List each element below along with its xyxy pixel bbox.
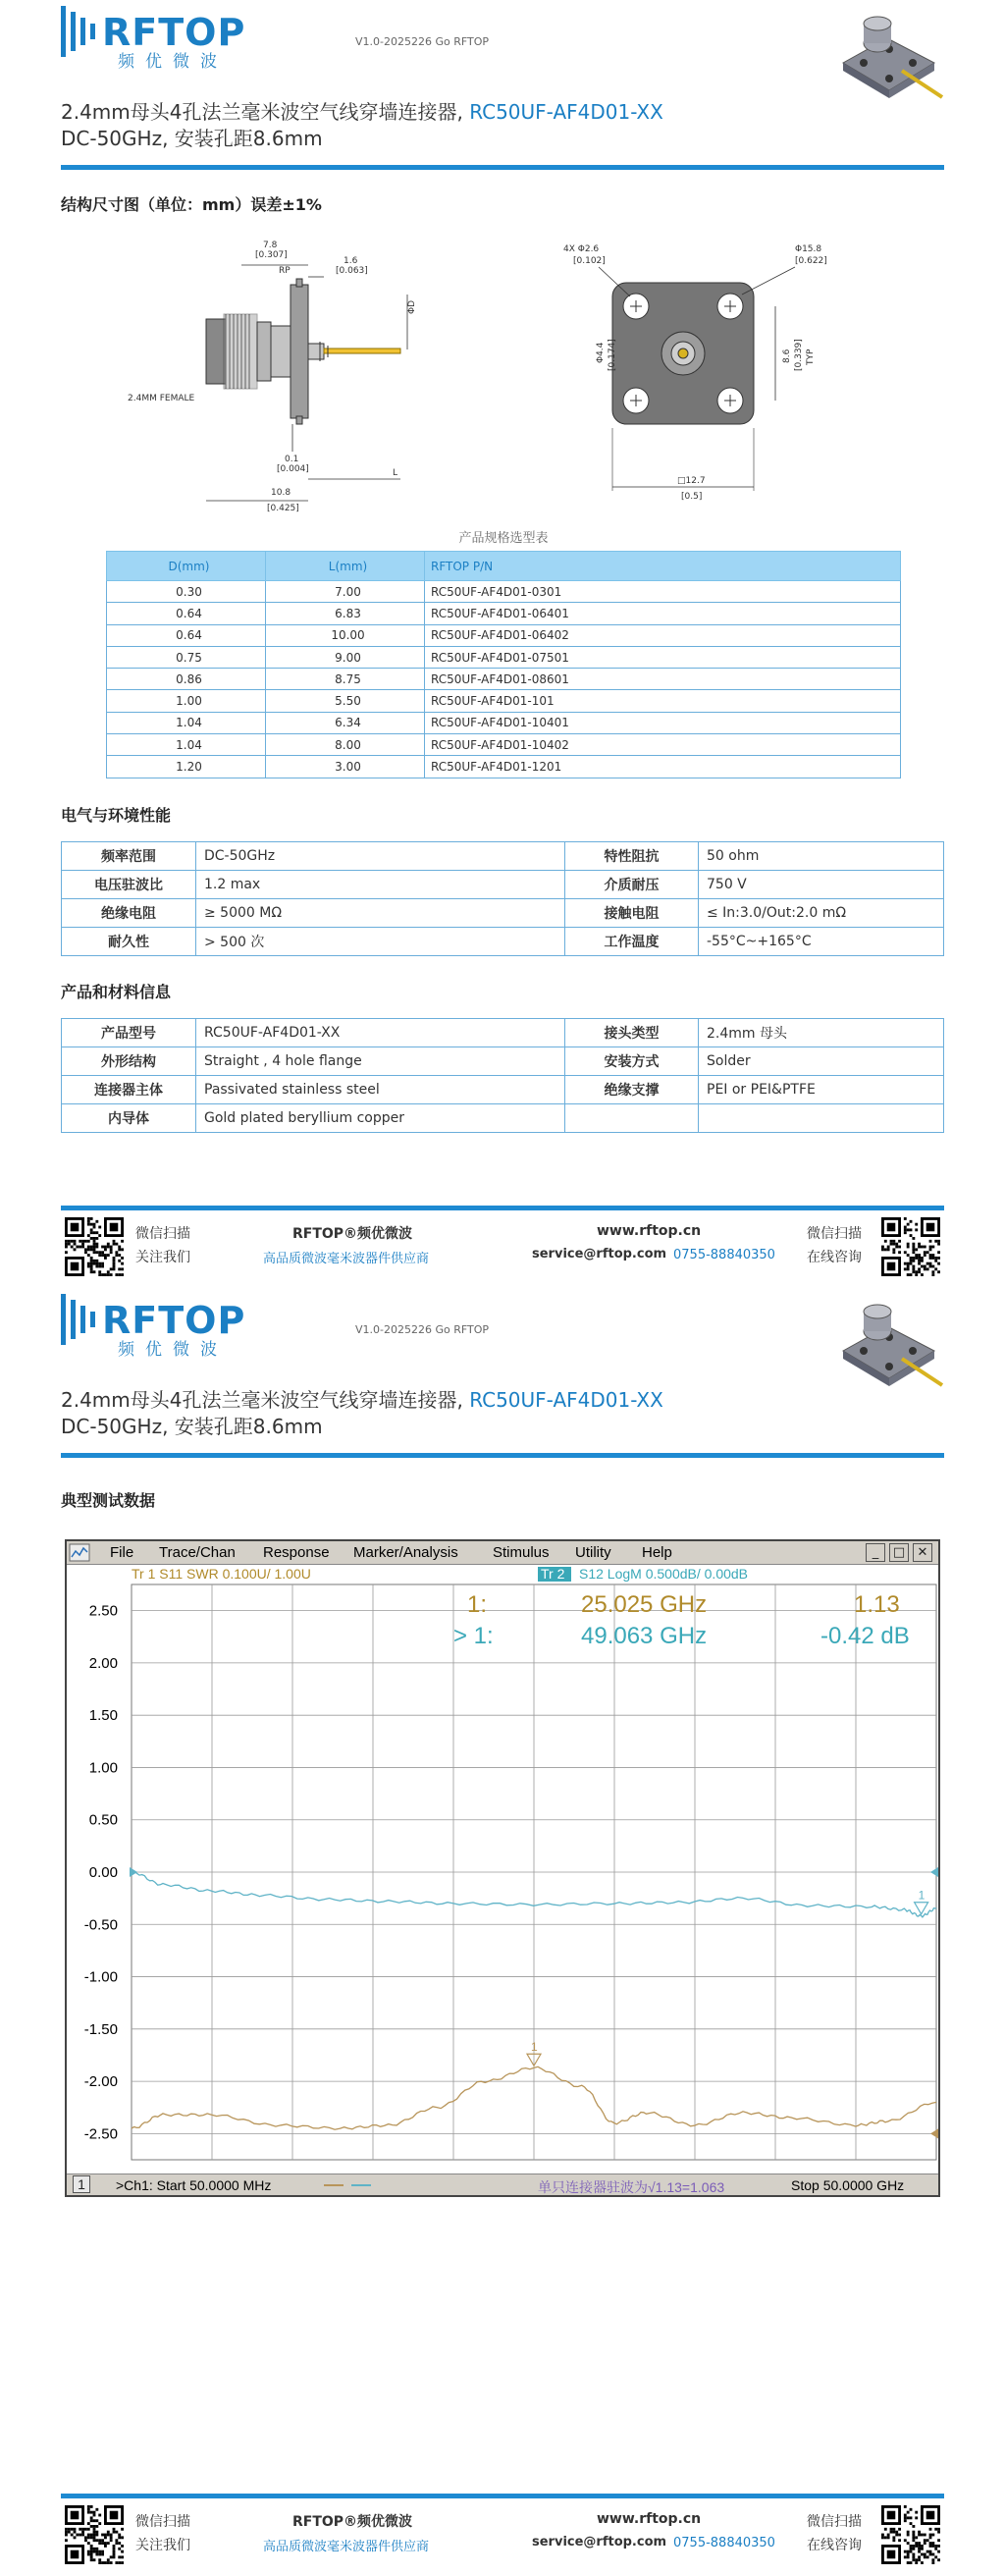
menu-help[interactable]: Help: [642, 1544, 672, 1561]
ref-arrow-right: [930, 1867, 938, 1877]
version-label: V1.0-2025226 Go RFTOP: [355, 1323, 490, 1336]
wechat-scan-label-2: 微信扫描: [807, 2514, 862, 2530]
consult-label: 在线咨询: [807, 2538, 862, 2553]
cell-pn: RC50UF-AF4D01-07501: [425, 646, 901, 668]
table-header-row: [107, 552, 901, 581]
table-row: [62, 1019, 944, 1047]
electrical-table: [61, 841, 944, 956]
cell-d: 1.04: [107, 712, 266, 733]
stop-frequency: Stop 50.0000 GHz: [791, 2177, 905, 2193]
param-value: -55°C~+165°C: [699, 928, 944, 956]
logo-text: RFTOP: [102, 11, 246, 54]
drawing-title: 结构尺寸图（单位：mm）误差±1%: [61, 195, 322, 214]
phone-number: 0755-88840350: [673, 2536, 775, 2550]
param-name: 安装方式: [565, 1047, 699, 1076]
electrical-title: 电气与环境性能: [61, 806, 172, 825]
param-value: 50 ohm: [699, 842, 944, 871]
cell-l: 8.00: [266, 734, 425, 756]
menu-response[interactable]: Response: [263, 1544, 330, 1561]
marker1-value: 1.13: [854, 1591, 900, 1618]
param-name: 介质耐压: [565, 871, 699, 899]
cell-l: 8.75: [266, 669, 425, 690]
param-name: 内导体: [62, 1104, 196, 1133]
cell-l: 9.00: [266, 646, 425, 668]
param-value: 2.4mm 母头: [699, 1019, 944, 1047]
header: [61, 0, 944, 167]
phone-number: 0755-88840350: [673, 1248, 775, 1262]
column-header: D(mm): [107, 552, 266, 581]
menu-stimulus[interactable]: Stimulus: [493, 1544, 550, 1561]
table-row: [62, 1076, 944, 1104]
y-tick-label: 1.00: [88, 1759, 118, 1777]
table-row: [62, 871, 944, 899]
svg-text:2.4MM FEMALE: 2.4MM FEMALE: [128, 394, 195, 403]
footer: [61, 2505, 944, 2574]
marker2-value: -0.42 dB: [820, 1623, 910, 1649]
y-tick-label: 0.50: [88, 1811, 118, 1829]
marker-s12: [915, 1903, 928, 1914]
dimension-drawing: [128, 236, 972, 520]
product-title: 2.4mm母头4孔法兰毫米波空气线穿墙连接器, RC50UF-AF4D01-XX: [61, 1388, 663, 1412]
cell-l: 10.00: [266, 624, 425, 646]
header-rule: [61, 1453, 944, 1458]
param-value: Straight , 4 hole flange: [196, 1047, 565, 1076]
part-number: RC50UF-AF4D01-XX: [469, 1388, 663, 1412]
wechat-scan-label-2: 微信扫描: [807, 1226, 862, 1242]
marker2-name: > 1:: [453, 1623, 494, 1649]
marker-s12-label: 1: [918, 1888, 926, 1903]
svg-text:ΦD: ΦD: [407, 299, 417, 314]
logo-subtitle: 频优微波: [118, 1340, 228, 1360]
vna-plot: [67, 1565, 938, 2174]
vna-status-bar: [67, 2174, 938, 2195]
param-value: 1.2 max: [196, 871, 565, 899]
param-name: 接触电阻: [565, 899, 699, 928]
cell-d: 0.86: [107, 669, 266, 690]
svg-text:7.8: 7.8: [263, 241, 278, 250]
start-frequency: >Ch1: Start 50.0000 MHz: [116, 2177, 272, 2193]
cell-pn: RC50UF-AF4D01-1201: [425, 756, 901, 778]
param-name: [565, 1104, 699, 1133]
param-value: > 500 次: [196, 928, 565, 956]
marker2-freq: 49.063 GHz: [581, 1623, 708, 1649]
version-label: V1.0-2025226 Go RFTOP: [355, 35, 490, 48]
cell-pn: RC50UF-AF4D01-06402: [425, 624, 901, 646]
qr-code-icon: [65, 1217, 124, 1276]
svg-text:□12.7: □12.7: [677, 476, 706, 486]
param-name: 频率范围: [62, 842, 196, 871]
website-link[interactable]: www.rftop.cn: [597, 2511, 702, 2527]
cell-pn: RC50UF-AF4D01-10402: [425, 734, 901, 756]
svg-text:10.8: 10.8: [271, 488, 291, 498]
marker1-freq: 25.025 GHz: [581, 1591, 708, 1618]
param-name: 绝缘支撑: [565, 1076, 699, 1104]
svg-text:[0.339]: [0.339]: [794, 339, 804, 371]
qr-code-icon: [881, 1217, 940, 1276]
status-note: 单只连接器驻波为√1.13=1.063: [538, 2179, 725, 2195]
y-tick-labels: [84, 1603, 118, 2143]
y-tick-label: 2.50: [88, 1602, 118, 1620]
svg-text:[0.425]: [0.425]: [267, 504, 299, 513]
email-link[interactable]: service@rftop.com: [532, 2535, 667, 2549]
y-tick-label: -1.50: [83, 2020, 118, 2038]
y-tick-label: 1.50: [88, 1707, 118, 1725]
menu-file[interactable]: File: [110, 1544, 134, 1561]
marker1-name: 1:: [467, 1591, 488, 1618]
trace-legend-icon: [324, 2180, 373, 2190]
param-name: 连接器主体: [62, 1076, 196, 1104]
table-row: [62, 1047, 944, 1076]
footer-rule: [61, 1206, 944, 1210]
table-row: [107, 581, 901, 603]
menu-marker-analysis[interactable]: Marker/Analysis: [353, 1544, 458, 1561]
svg-text:L: L: [393, 468, 398, 478]
follow-label: 关注我们: [135, 2538, 190, 2553]
cell-pn: RC50UF-AF4D01-06401: [425, 603, 901, 624]
svg-text:RP: RP: [279, 266, 291, 276]
trace1-label: Tr 1 S11 SWR 0.100U/ 1.00U: [132, 1566, 311, 1582]
column-header: L(mm): [266, 552, 425, 581]
y-tick-label: 2.00: [88, 1654, 118, 1672]
cell-pn: RC50UF-AF4D01-10401: [425, 712, 901, 733]
svg-text:[0.174]: [0.174]: [608, 339, 617, 371]
restore-button[interactable]: □: [889, 1543, 909, 1562]
menu-trace-chan[interactable]: Trace/Chan: [159, 1544, 236, 1561]
cell-l: 6.34: [266, 712, 425, 733]
cell-l: 3.00: [266, 756, 425, 778]
param-name: 绝缘电阻: [62, 899, 196, 928]
cell-d: 0.64: [107, 603, 266, 624]
trace2-label: S12 LogM 0.500dB/ 0.00dB: [579, 1566, 749, 1582]
cell-d: 1.20: [107, 756, 266, 778]
front-view: [563, 244, 827, 502]
channel-number: 1: [73, 2175, 90, 2193]
y-tick-label: -2.00: [83, 2073, 118, 2091]
logo-subtitle: 频优微波: [118, 52, 228, 72]
test-title: 典型测试数据: [61, 1491, 156, 1510]
param-value: ≥ 5000 MΩ: [196, 899, 565, 928]
wechat-scan-label: 微信扫描: [135, 2514, 190, 2530]
param-name: 外形结构: [62, 1047, 196, 1076]
qr-code-icon: [881, 2505, 940, 2564]
param-value: 750 V: [699, 871, 944, 899]
app-icon: [69, 1543, 90, 1562]
svg-text:[0.102]: [0.102]: [573, 256, 606, 266]
param-name: 接头类型: [565, 1019, 699, 1047]
close-button[interactable]: ✕: [913, 1543, 932, 1562]
vna-window: [65, 1539, 940, 2197]
table-row: [107, 603, 901, 624]
brand-line: RFTOP®频优微波: [292, 2514, 413, 2530]
svg-text:[0.5]: [0.5]: [681, 492, 703, 502]
table-row: [107, 624, 901, 646]
svg-text:TYP: TYP: [806, 349, 816, 365]
y-tick-label: -1.00: [83, 1968, 118, 1986]
param-name: 电压驻波比: [62, 871, 196, 899]
cell-pn: RC50UF-AF4D01-08601: [425, 669, 901, 690]
svg-text:4X Φ2.6: 4X Φ2.6: [563, 244, 600, 254]
cell-d: 0.75: [107, 646, 266, 668]
table-row: [62, 899, 944, 928]
product-photo: [828, 14, 946, 122]
brand-line: RFTOP®频优微波: [292, 1226, 413, 1242]
product-title: 2.4mm母头4孔法兰毫米波空气线穿墙连接器, RC50UF-AF4D01-XX: [61, 100, 663, 124]
svg-text:Φ4.4: Φ4.4: [596, 342, 606, 363]
param-value: ≤ In:3.0/Out:2.0 mΩ: [699, 899, 944, 928]
product-photo: [828, 1302, 946, 1410]
table-row: [107, 669, 901, 690]
table-row: [62, 842, 944, 871]
param-value: DC-50GHz: [196, 842, 565, 871]
vna-screen: [67, 1565, 938, 2174]
product-subtitle: DC-50GHz, 安装孔距8.6mm: [61, 1415, 323, 1438]
cell-l: 6.83: [266, 603, 425, 624]
selection-table: [106, 551, 901, 778]
param-name: 工作温度: [565, 928, 699, 956]
svg-text:0.1: 0.1: [285, 455, 299, 464]
cell-l: 5.50: [266, 690, 425, 712]
y-tick-label: -2.50: [83, 2125, 118, 2143]
trace2-tag: Tr 2: [541, 1566, 565, 1582]
cell-d: 1.04: [107, 734, 266, 756]
svg-text:1.6: 1.6: [344, 256, 358, 266]
cell-d: 1.00: [107, 690, 266, 712]
follow-label: 关注我们: [135, 1250, 190, 1265]
footer: [61, 1217, 944, 1286]
side-view: [128, 241, 417, 513]
wechat-scan-label: 微信扫描: [135, 1226, 190, 1242]
slogan: 高品质微波毫米波器件供应商: [263, 2540, 430, 2554]
param-name: 耐久性: [62, 928, 196, 956]
table-row: [107, 734, 901, 756]
y-tick-label: -0.50: [83, 1916, 118, 1934]
svg-text:[0.004]: [0.004]: [277, 464, 309, 474]
table-row: [107, 756, 901, 778]
svg-text:8.6: 8.6: [782, 349, 792, 363]
table-row: [107, 646, 901, 668]
param-value: Solder: [699, 1047, 944, 1076]
param-value: [699, 1104, 944, 1133]
minimize-button[interactable]: _: [866, 1543, 885, 1562]
consult-label: 在线咨询: [807, 1250, 862, 1265]
email-link[interactable]: service@rftop.com: [532, 1247, 667, 1261]
table-row: [107, 690, 901, 712]
logo-text: RFTOP: [102, 1299, 246, 1342]
cell-d: 0.30: [107, 581, 266, 603]
param-name: 特性阻抗: [565, 842, 699, 871]
materials-table: [61, 1018, 944, 1133]
header: [61, 1288, 944, 1455]
menu-utility[interactable]: Utility: [575, 1544, 611, 1561]
cell-d: 0.64: [107, 624, 266, 646]
slogan: 高品质微波毫米波器件供应商: [263, 1252, 430, 1266]
cell-pn: RC50UF-AF4D01-0301: [425, 581, 901, 603]
website-link[interactable]: www.rftop.cn: [597, 1223, 702, 1239]
materials-title: 产品和材料信息: [61, 983, 172, 1001]
table-row: [62, 1104, 944, 1133]
y-tick-label: 0.00: [88, 1864, 118, 1881]
svg-text:Φ15.8: Φ15.8: [795, 244, 822, 254]
param-value: Passivated stainless steel: [196, 1076, 565, 1104]
param-value: Gold plated beryllium copper: [196, 1104, 565, 1133]
vna-menubar: [67, 1541, 938, 1565]
plot-grid: [132, 1584, 936, 2160]
footer-rule: [61, 2494, 944, 2498]
table-row: [62, 928, 944, 956]
cell-pn: RC50UF-AF4D01-101: [425, 690, 901, 712]
param-value: RC50UF-AF4D01-XX: [196, 1019, 565, 1047]
qr-code-icon: [65, 2505, 124, 2564]
param-name: 产品型号: [62, 1019, 196, 1047]
column-header: RFTOP P/N: [425, 552, 901, 581]
header-rule: [61, 165, 944, 170]
svg-text:[0.063]: [0.063]: [336, 266, 368, 276]
table-row: [107, 712, 901, 733]
svg-text:[0.307]: [0.307]: [255, 250, 288, 260]
product-subtitle: DC-50GHz, 安装孔距8.6mm: [61, 127, 323, 150]
ref-arrow-left: [130, 1867, 137, 1877]
part-number: RC50UF-AF4D01-XX: [469, 100, 663, 124]
cell-l: 7.00: [266, 581, 425, 603]
svg-text:[0.622]: [0.622]: [795, 256, 827, 266]
param-value: PEI or PEI&PTFE: [699, 1076, 944, 1104]
ref-arrow-right-s11: [930, 2128, 938, 2138]
marker-s11-label: 1: [531, 2040, 538, 2055]
selection-table-caption: 产品规格选型表: [458, 531, 549, 546]
